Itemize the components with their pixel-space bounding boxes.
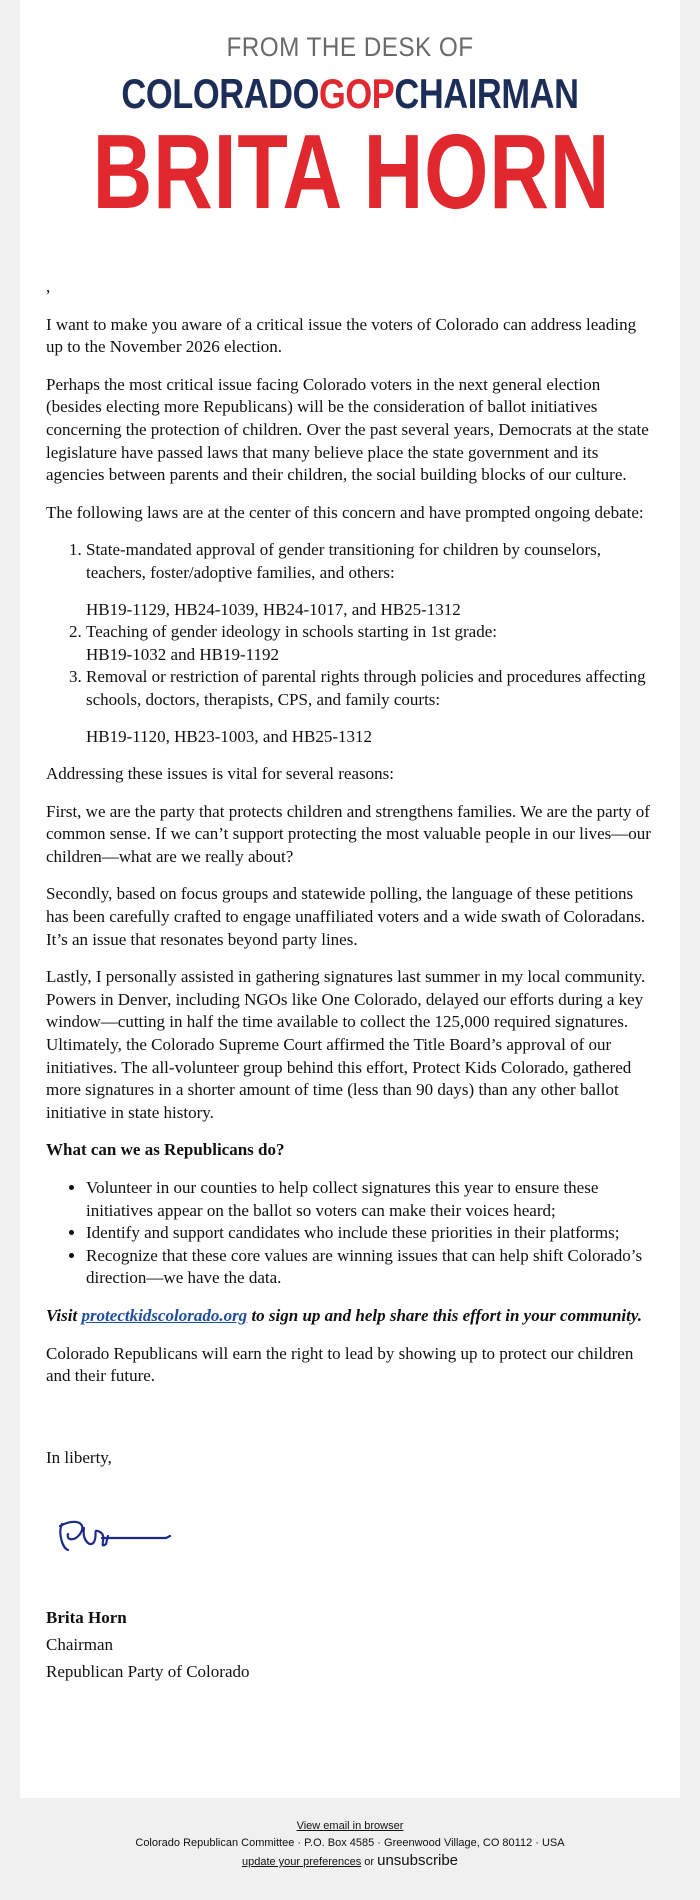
law-text: 3. Removal or restriction of parental rights through policies and procedures affecting schools, doctors, therapists, CPS, and family courts: (86, 667, 646, 709)
paragraph-third: Lastly, I personally assisted in gathering signatures last summer in my local community. Powers in Denver, including NGOs like One Colorado, delayed our efforts during a key window—cutting in half the time available to collect the 125,000 required signatures. Ultimately, the Colorado Supreme Court affirmed the Title Board’s approval of our initiatives. The all-volunteer group behind this effort, Protect Kids Colorado, gathered more signatures in a shorter amount of time (less than 90 days) than any other ballot initiative in state history. (46, 967, 646, 1122)
action-item: • Identify and support candidates who include these priorities in their platforms; (86, 1222, 656, 1245)
spacer (46, 1403, 656, 1447)
law-bills: HB19-1129, HB24-1039, HB24-1017, and HB25-1312 (86, 599, 461, 619)
laws-list (46, 539, 656, 748)
law-item (86, 666, 656, 748)
signer-title: Chairman (46, 1635, 114, 1655)
call-to-action (46, 1305, 656, 1328)
action-item: • Volunteer in our counties to help collect signatures this year to ensure these initiatives appear on the ballot so voters can make their voices heard; (86, 1177, 656, 1222)
law-text: 1. State-mandated approval of gender transitioning for children by counselors, teachers, foster/adoptive families, and others: (86, 540, 602, 582)
paragraph-intro: I want to make you aware of a critical issue the voters of Colorado can address leading up to the November 2026 election. (46, 314, 637, 357)
actions-list (46, 1177, 656, 1290)
signer-name: Brita Horn (46, 1608, 127, 1628)
footer-or: or (361, 1856, 378, 1868)
org-line (79, 70, 620, 118)
chairman-name-banner: BRITA HORN (92, 113, 611, 231)
cta-suffix: to sign up and help share this effort in your community. (247, 1305, 643, 1325)
protect-kids-link[interactable]: protectkidscolorado.org (81, 1305, 248, 1325)
paragraph-issue: Perhaps the most critical issue facing Colorado voters in the next general election (besides electing more Republicans) will be the consideration of ballot initiatives concerning the protection of children. Over the past several years, Democrats at the state legislature have passed laws that many believe place the state government and its agencies between parents and their children, the social building blocks of our culture. (46, 374, 649, 485)
org-right: CHAIRMAN (394, 70, 579, 117)
signature (46, 1484, 656, 1604)
desk-line: FROM THE DESK OF (226, 32, 474, 62)
paragraph-first: First, we are the party that protects children and strengthens families. We are the party of common sense. If we can’t support protecting the most valuable people in our lives—our children—what are we really about? (46, 801, 651, 866)
signature-icon (54, 1514, 174, 1564)
mailing-address: Colorado Republican Committee · P.O. Box 4585 · Greenwood Village, CO 80112 · USA (135, 1837, 565, 1849)
signer-block (46, 1604, 656, 1685)
unsubscribe-link[interactable]: unsubscribe (377, 1852, 459, 1869)
law-item (86, 539, 656, 621)
action-item: • Recognize that these core values are winning issues that can help shift Colorado’s direction—we have the data. (86, 1245, 656, 1290)
law-bills: HB19-1120, HB23-1003, and HB25-1312 (86, 726, 372, 746)
email-card (20, 0, 680, 1798)
gop-logo-text: GOP (319, 70, 395, 117)
update-preferences-link[interactable]: update your preferences (241, 1856, 362, 1868)
signer-org: Republican Party of Colorado (46, 1662, 250, 1682)
law-text: 2. Teaching of gender ideology in schools starting in 1st grade: (86, 622, 497, 642)
law-bills: HB19-1032 and HB19-1192 (86, 644, 279, 664)
paragraph-closing: Colorado Republicans will earn the right to lead by showing up to protect our children and their future. (46, 1343, 634, 1386)
cta-prefix: Visit (46, 1305, 82, 1325)
sign-off: In liberty, (46, 1447, 112, 1467)
section-heading: What can we as Republicans do? (46, 1140, 285, 1160)
law-item (86, 621, 656, 666)
letterhead (20, 0, 680, 262)
letter-body (46, 276, 656, 1685)
email-footer (0, 1818, 700, 1871)
paragraph-reasons: Addressing these issues is vital for several reasons: (46, 764, 394, 784)
paragraph-laws-intro: The following laws are at the center of this concern and have prompted ongoing debate: (46, 502, 644, 522)
org-left: COLORADO (121, 70, 320, 117)
paragraph-second: Secondly, based on focus groups and statewide polling, the language of these petitions has been carefully crafted to engage unaffiliated voters and a wide swath of Coloradans. It’s an issue that resonates beyond party lines. (46, 884, 646, 949)
greeting: , (46, 277, 51, 296)
view-in-browser-link[interactable]: View email in browser (296, 1820, 404, 1832)
